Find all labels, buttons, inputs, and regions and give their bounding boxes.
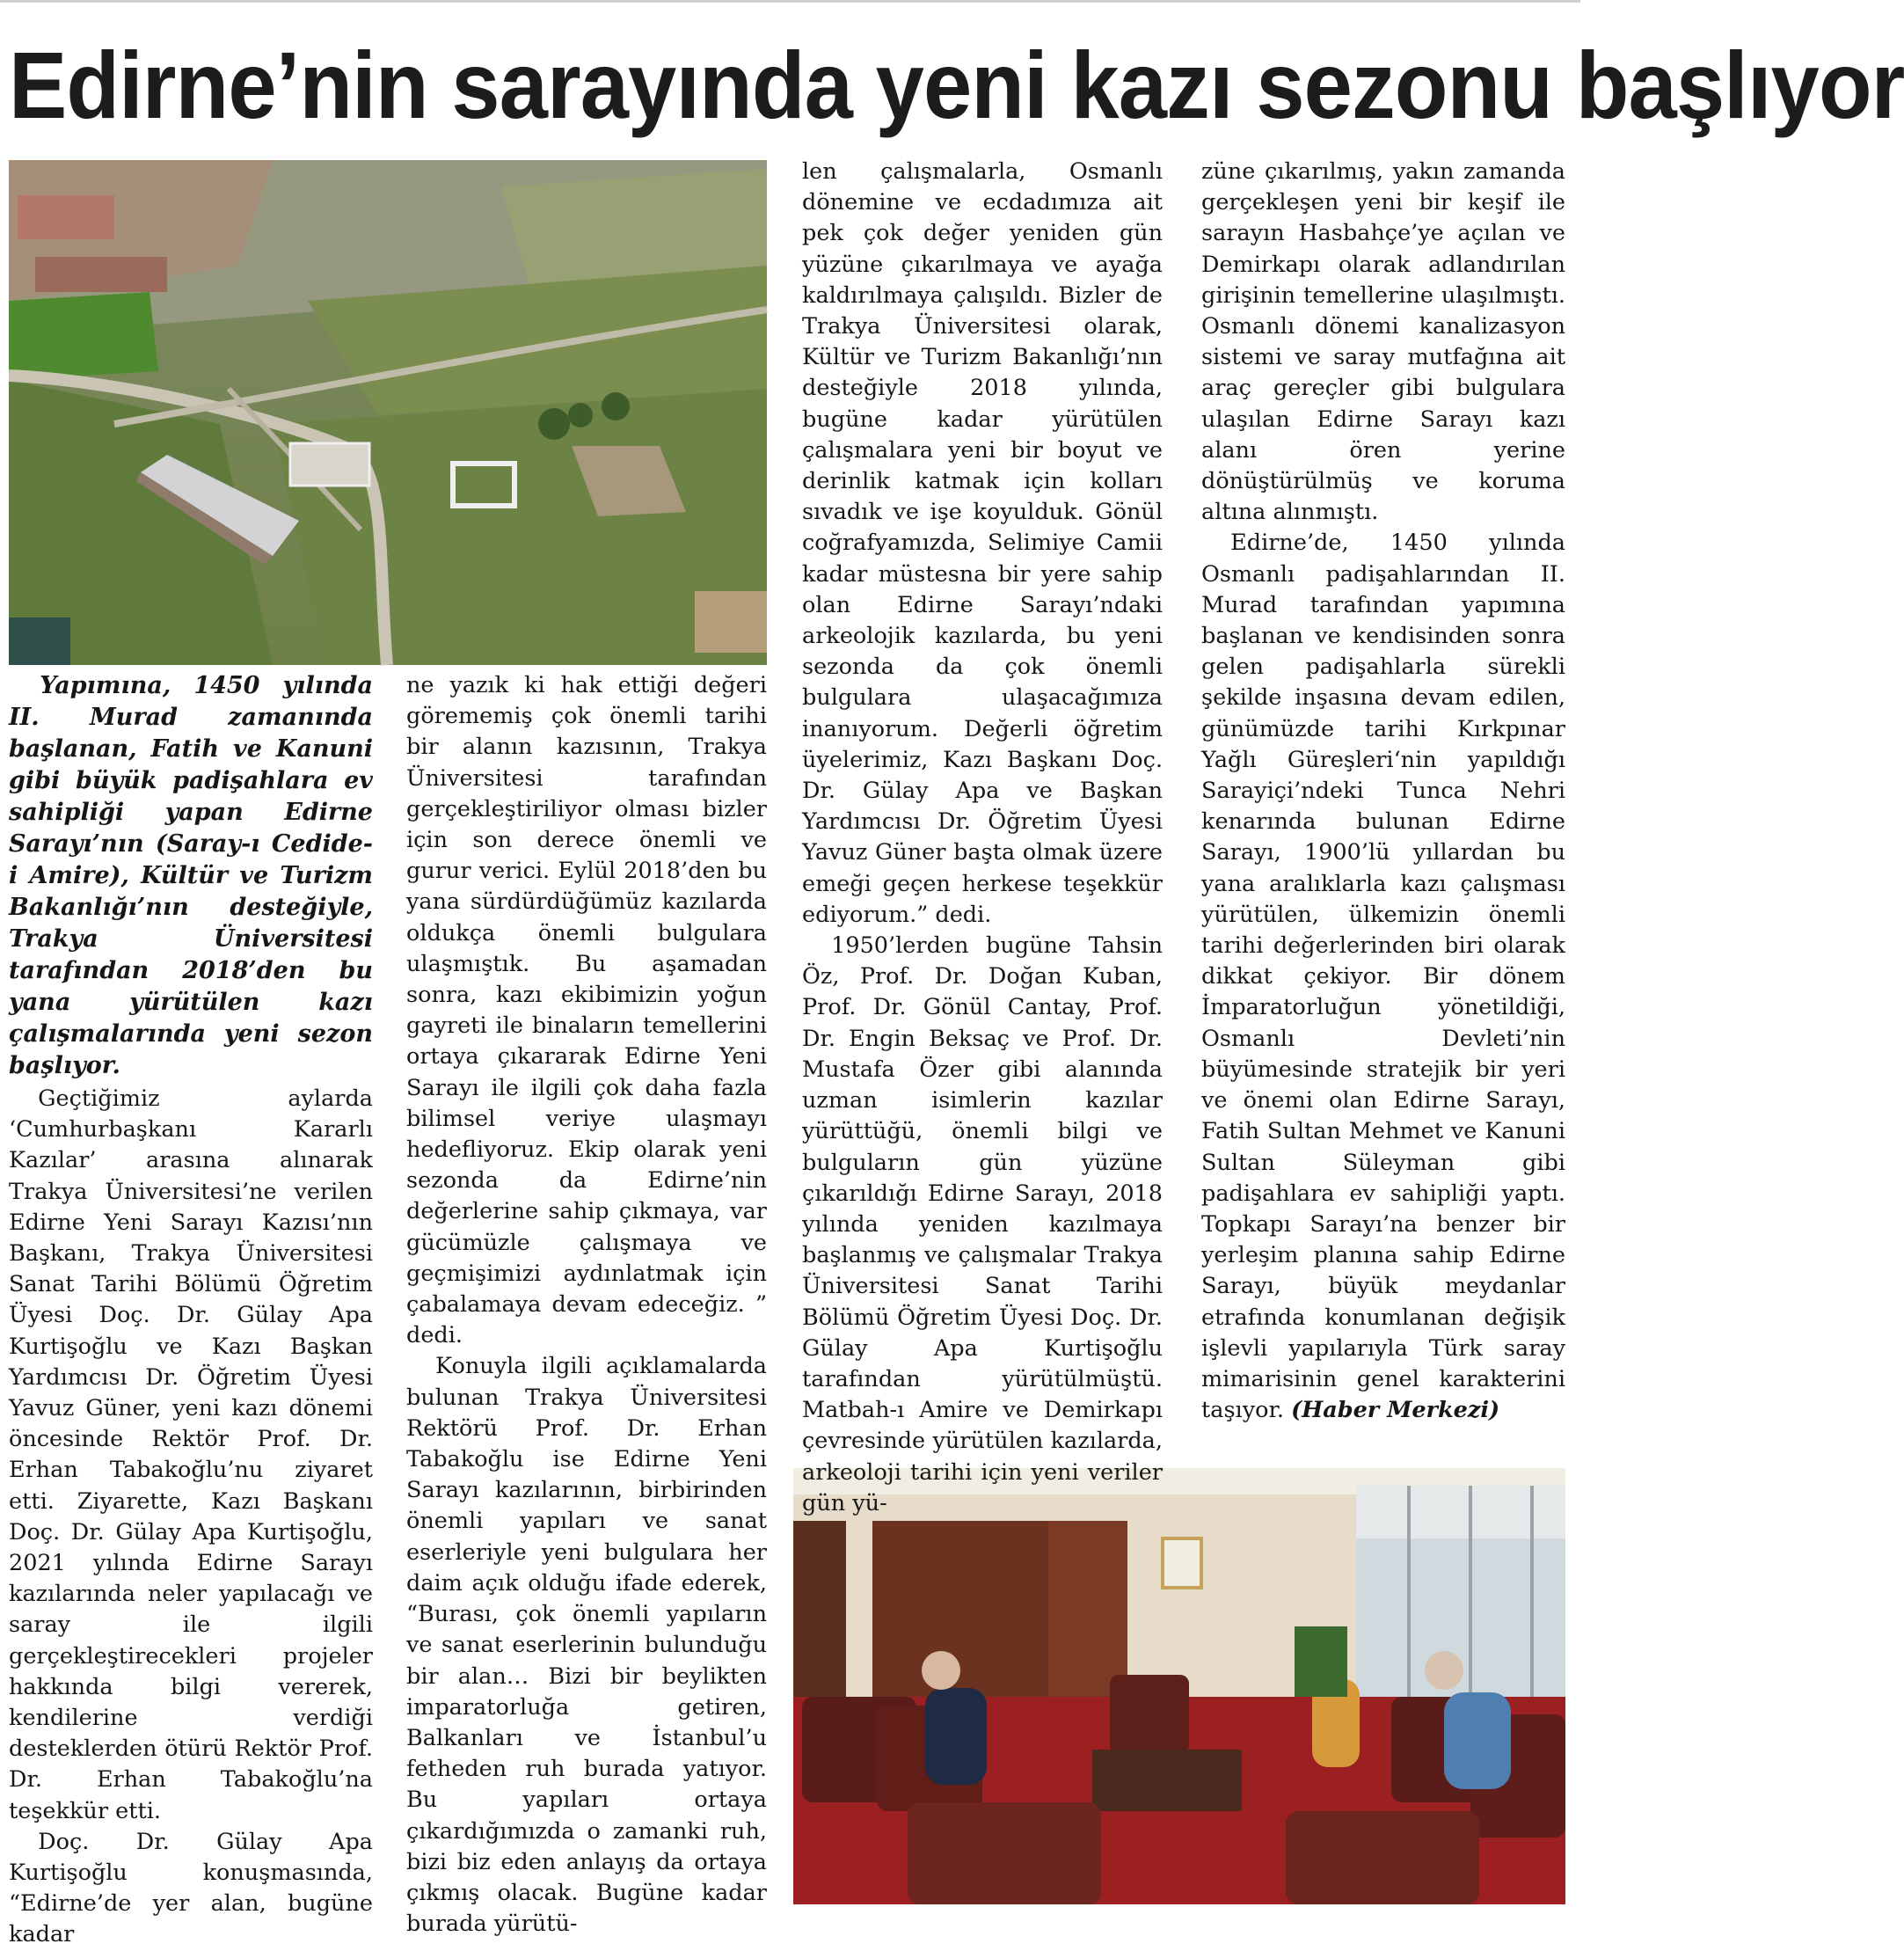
column-4 [1201, 157, 1565, 1467]
article-lead: Yapımına, 1450 yılında II. Murad zamanında başlanan, Fatih ve Kanuni gibi büyük padişahlara ev sahipliği yapan Edirne Sarayı’nın (Saray-ı Cedide-i Amire), Kültür ve Turizm Bakanlığı’nın desteğiyle, Trakya Üniversitesi tarafından 2018’den bu yana yürütülen kazı çalışmalarında yeni sezon başlıyor. [9, 672, 373, 1079]
paragraph-text: Edirne’de, 1450 yılında Osmanlı padişahlarından II. Murad tarafından yapımına başlanan ve kendisinden sonra gelen padişahlarla sürekli şekilde inşasına devam edilen, günümüzde tarihi Kırkpınar Yağlı Güreşleri‘nin yapıldığı Sarayiçi’ndeki Tunca Nehri kenarında bulunan Edirne Sarayı, 1900’lü yıllardan bu yana aralıklarla kazı çalışması yürütülen, ülkemizin önemli tarihi değerlerinden biri olarak dikkat çekiyor. Bir dönem İmparatorluğun yönetildiği, Osmanlı Devleti’nin büyümesinde stratejik bir yeri ve önemi olan Edirne Sarayı, Fatih Sultan Mehmet ve Kanuni Sultan Süleyman gibi padişahlara ev sahipliği yaptı. Topkapı Sarayı’na benzer bir yerleşim planına sahip Edirne Sarayı, büyük meydanlar etrafında konumlanan değişik işlevli yapılarıyla Türk saray mimarisinin genel karakterini taşıyor. [1201, 530, 1565, 1424]
office-meeting-photo [793, 1468, 1565, 1904]
paragraph [1201, 528, 1565, 1426]
paragraph: Konuyla ilgili açıklamalarda bulunan Trakya Üniversitesi Rektörü Prof. Dr. Erhan Tabakoğlu ise Edirne Yeni Sarayı kazılarının, birbirinden önemli yapıları ve sanat eserleriyle yeni bulgulara her daim açık olduğu ifade ederek, “Burası, çok önemli yapıların ve sanat eserlerinin bulunduğu bir alan… Bizi bir beylikten imparatorluğa getiren, Balkanları ve İstanbul’u fetheden ruh burada yatıyor. Bu yapıları ortaya çıkardığımızda o zamanki ruh, bizi biz eden anlayış da ortaya çıkmış olacak. Bugüne kadar burada yürütü- [406, 1353, 767, 1938]
top-rule [0, 0, 1580, 3]
paragraph: 1950’lerden bugüne Tahsin Öz, Prof. Dr. Doğan Kuban, Prof. Dr. Gönül Cantay, Prof. Dr. Engin Beksaç ve Prof. Dr. Mustafa Özer gibi alanında uzman isimlerin kazılar yürüttüğü, önemli bilgi ve bulguların gün yüzüne çıkarıldığı Edirne Sarayı, 2018 yılında yeniden kazılmaya başlanmış ve çalışmalar Trakya Üniversitesi Sanat Tarihi Bölümü Öğretim Üyesi Doç. Dr. Gülay Apa Kurtişoğlu tarafından yürütülmüştü. Matbah-ı Amire ve Demirkapı çevresinde yürütülen kazılarda, arkeoloji tarihi için yeni veriler gün yü- [802, 932, 1163, 1516]
paragraph: ne yazık ki hak ettiği değeri görememiş çok önemli tarihi bir alanın kazısının, Trakya Üniversitesi tarafından gerçekleştiriliyor olması bizler için son derece önemli ve gurur verici. Eylül 2018’den bu yana sürdürdüğümüz kazılarda oldukça önemli bulgulara ulaşmıştık. Bu aşamadan sonra, kazı ekibimizin yoğun gayreti ile binaların temellerini ortaya çıkararak Edirne Yeni Sarayı ile ilgili çok daha fazla bilimsel veriye ulaşmayı hedefliyoruz. Ekip olarak yeni sezonda da Edirne’nin değerlerine sahip çıkmaya, var gücümüzle çalışmaya ve geçmişimizi aydınlatmak için çabalamaya devam edeceğiz. ” dedi. [406, 672, 767, 1349]
news-credit: (Haber Merkezi) [1291, 1397, 1500, 1424]
paragraph: Doç. Dr. Gülay Apa Kurtişoğlu konuşmasında, “Edirne’de yer alan, bugüne kadar [9, 1828, 373, 1948]
headline: Edirne’nin sarayında yeni kazı sezonu başlıyor [9, 32, 1904, 138]
paragraph: züne çıkarılmış, yakın zamanda gerçekleşen yeni bir keşif ile sarayın Hasbahçe’ye açılan ve Demirkapı olarak adlandırılan girişinin temellerine ulaşılmıştı. Osmanlı dönemi kanalizasyon sistemi ve saray mutfağına ait araç gereçler gibi bulgulara ulaşılan Edirne Sarayı kazı alanı ören yerine dönüştürülmüş ve koruma altına alınmıştı. [1201, 158, 1565, 526]
paragraph: Geçtiğimiz aylarda ‘Cumhurbaşkanı Kararlı Kazılar’ arasına alınarak Trakya Üniversitesi’ne verilen Edirne Yeni Sarayı Kazısı’nın Başkanı, Trakya Üniversitesi Sanat Tarihi Bölümü Öğretim Üyesi Doç. Dr. Gülay Apa Kurtişoğlu ve Kazı Başkan Yardımcısı Dr. Öğretim Üyesi Yavuz Güner, yeni kazı dönemi öncesinde Rektör Prof. Dr. Erhan Tabakoğlu’nu ziyaret etti. Ziyarette, Kazı Başkanı Doç. Dr. Gülay Apa Kurtişoğlu, 2021 yılında Edirne Sarayı kazılarında neler yapılacağı ve saray ile ilgili gerçekleştirecekleri projeler hakkında bilgi vererek, kendilerine verdiği desteklerden ötürü Rektör Prof. Dr. Erhan Tabakoğlu’na teşekkür etti. [9, 1085, 373, 1824]
paragraph: len çalışmalarla, Osmanlı dönemine ve ecdadımıza ait pek çok değer yeniden gün yüzüne çıkarılmaya ve ayağa kaldırılmaya çalışıldı. Bizler de Trakya Üniversitesi olarak, Kültür ve Turizm Bakanlığı’nın desteğiyle 2018 yılında, bugüne kadar yürütülen çalışmalara yeni bir boyut ve derinlik katmak için kolları sıvadık ve işe koyulduk. Gönül coğrafyamızda, Selimiye Camii kadar müstesna bir yere sahip olan Edirne Sarayı’ndaki arkeolojik kazılarda, bu yeni sezonda da çok önemli bulgulara ulaşacağımıza inanıyorum. Değerli öğretim üyelerimiz, Kazı Başkanı Doç. Dr. Gülay Apa ve Başkan Yardımcısı Dr. Öğretim Üyesi Yavuz Güner başta olmak üzere emeği geçen herkese teşekkür ediyorum.” dedi. [802, 158, 1163, 928]
column-2 [406, 670, 767, 1938]
column-1 [9, 670, 373, 1948]
aerial-excavation-site-photo [9, 160, 767, 665]
column-3 [802, 157, 1163, 1516]
